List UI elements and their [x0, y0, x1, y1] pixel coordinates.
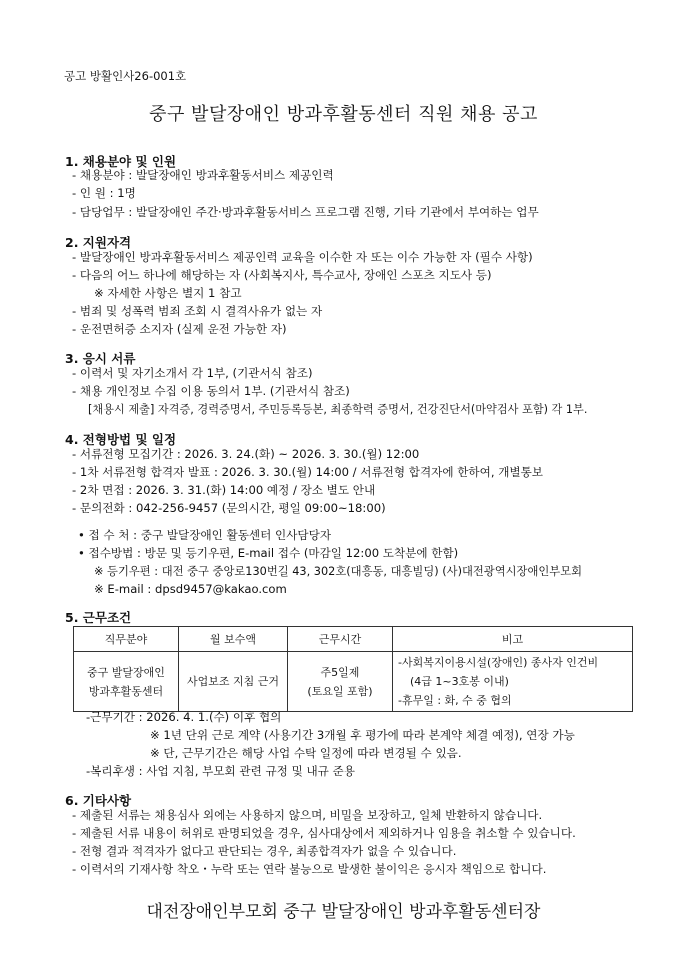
table-cell: [288, 652, 393, 712]
column-header: 비고: [393, 627, 633, 652]
text-line: - 범죄 및 성폭력 범죄 조회 시 결격사유가 없는 자: [72, 304, 323, 318]
text-line: - 문의전화 : 042-256-9457 (문의시간, 평일 09:00~18:00): [72, 501, 386, 515]
cell-text: -휴무일 : 화, 수 중 협의: [398, 694, 512, 707]
text-line: ※ 1년 단위 근로 계약 (사용기간 3개월 후 평가에 따라 본계약 체결 예정), 연장 가능: [150, 728, 575, 742]
table-cell: [393, 652, 633, 712]
table-row: [74, 652, 633, 712]
text-line: - 채용 개인정보 수집 이용 동의서 1부. (기관서식 참조): [72, 384, 350, 398]
text-line: - 제출된 서류 내용이 허위로 판명되었을 경우, 심사대상에서 제외하거나 임용을 취소할 수 있습니다.: [72, 826, 576, 840]
text-line: • 접 수 처 : 중구 발달장애인 활동센터 인사담당자: [78, 528, 332, 542]
text-line: ※ 단, 근무기간은 해당 사업 수탁 일정에 따라 변경될 수 있음.: [150, 746, 462, 760]
table-header-row: [74, 627, 633, 652]
section-title: 3. 응시 서류: [65, 351, 136, 366]
cell-text: 방과후활동센터: [88, 684, 164, 698]
text-line: -복리후생 : 사업 지침, 부모회 관련 규정 및 내규 준용: [86, 764, 355, 778]
document-number: 공고 방활인사26-001호: [64, 69, 187, 83]
text-line: - 채용분야 : 발달장애인 방과후활동서비스 제공인력: [72, 168, 334, 182]
table-cell: [74, 652, 179, 712]
section-title: 2. 지원자격: [65, 235, 132, 250]
cell-text: 중구 발달장애인: [87, 665, 165, 679]
text-line: - 다음의 어느 하나에 해당하는 자 (사회복지사, 특수교사, 장애인 스포츠 지도사 등): [72, 268, 492, 282]
text-line: - 발달장애인 방과후활동서비스 제공인력 교육을 이수한 자 또는 이수 가능한 자 (필수 사항): [72, 250, 533, 264]
text-line: - 서류전형 모집기간 : 2026. 3. 24.(화) ~ 2026. 3. 30.(월) 12:00: [72, 447, 420, 461]
text-line: - 2차 면접 : 2026. 3. 31.(화) 14:00 예정 / 장소 별도 안내: [72, 483, 376, 497]
cell-text: (4급 1~3호봉 이내): [410, 675, 509, 688]
cell-text: 주5일제: [320, 665, 360, 679]
text-line: -근무기간 : 2026. 4. 1.(수) 이후 협의: [86, 710, 282, 724]
text-line: - 담당업무 : 발달장애인 주간·방과후활동서비스 프로그램 진행, 기타 기관에서 부여하는 업무: [72, 205, 539, 219]
issuer-signature: 대전장애인부모회 중구 발달장애인 방과후활동센터장: [146, 902, 541, 922]
column-header: 월 보수액: [179, 627, 288, 652]
text-line: - 운전면허증 소지자 (실제 운전 가능한 자): [72, 322, 287, 336]
column-header: 근무시간: [288, 627, 393, 652]
table-cell: 사업보조 지침 근거: [179, 652, 288, 712]
text-line: - 이력서 및 자기소개서 각 1부, (기관서식 참조): [72, 366, 313, 380]
text-line: ※ E-mail : dpsd9457@kakao.com: [94, 582, 287, 596]
section-title: 6. 기타사항: [65, 793, 132, 808]
section-title: 4. 전형방법 및 일정: [65, 432, 177, 447]
text-line: • 접수방법 : 방문 및 등기우편, E-mail 접수 (마감일 12:00 도착분에 한함): [78, 546, 459, 560]
text-line: - 1차 서류전형 합격자 발표 : 2026. 3. 30.(월) 14:00 / 서류전형 합격자에 한하여, 개별통보: [72, 465, 543, 479]
text-line: ※ 자세한 사항은 별지 1 참고: [94, 286, 242, 300]
column-header: 직무분야: [74, 627, 179, 652]
text-line: [채용시 제출] 자격증, 경력증명서, 주민등록등본, 최종학력 증명서, 건강진단서(마약검사 포함) 각 1부.: [88, 403, 588, 416]
cell-text: (토요일 포함): [307, 684, 373, 698]
text-line: - 이력서의 기재사항 착오・누락 또는 연락 불능으로 발생한 불이익은 응시자 책임으로 합니다.: [72, 862, 547, 876]
work-conditions-table: [73, 626, 633, 712]
section-title: 5. 근무조건: [65, 610, 132, 625]
text-line: - 제출된 서류는 채용심사 외에는 사용하지 않으며, 비밀을 보장하고, 일체 반환하지 않습니다.: [72, 808, 543, 822]
cell-text: -사회복지이용시설(장애인) 종사자 인건비: [398, 656, 599, 669]
text-line: - 전형 결과 적격자가 없다고 판단되는 경우, 최종합격자가 없을 수 있습니다.: [72, 844, 457, 858]
text-line: - 인 원 : 1명: [72, 186, 136, 200]
text-line: ※ 등기우편 : 대전 중구 중앙로130번길 43, 302호(대흥동, 대흥빌딩) (사)대전광역시장애인부모회: [94, 565, 583, 578]
section-title: 1. 채용분야 및 인원: [65, 154, 177, 169]
page-title: 중구 발달장애인 방과후활동센터 직원 채용 공고: [149, 104, 538, 125]
